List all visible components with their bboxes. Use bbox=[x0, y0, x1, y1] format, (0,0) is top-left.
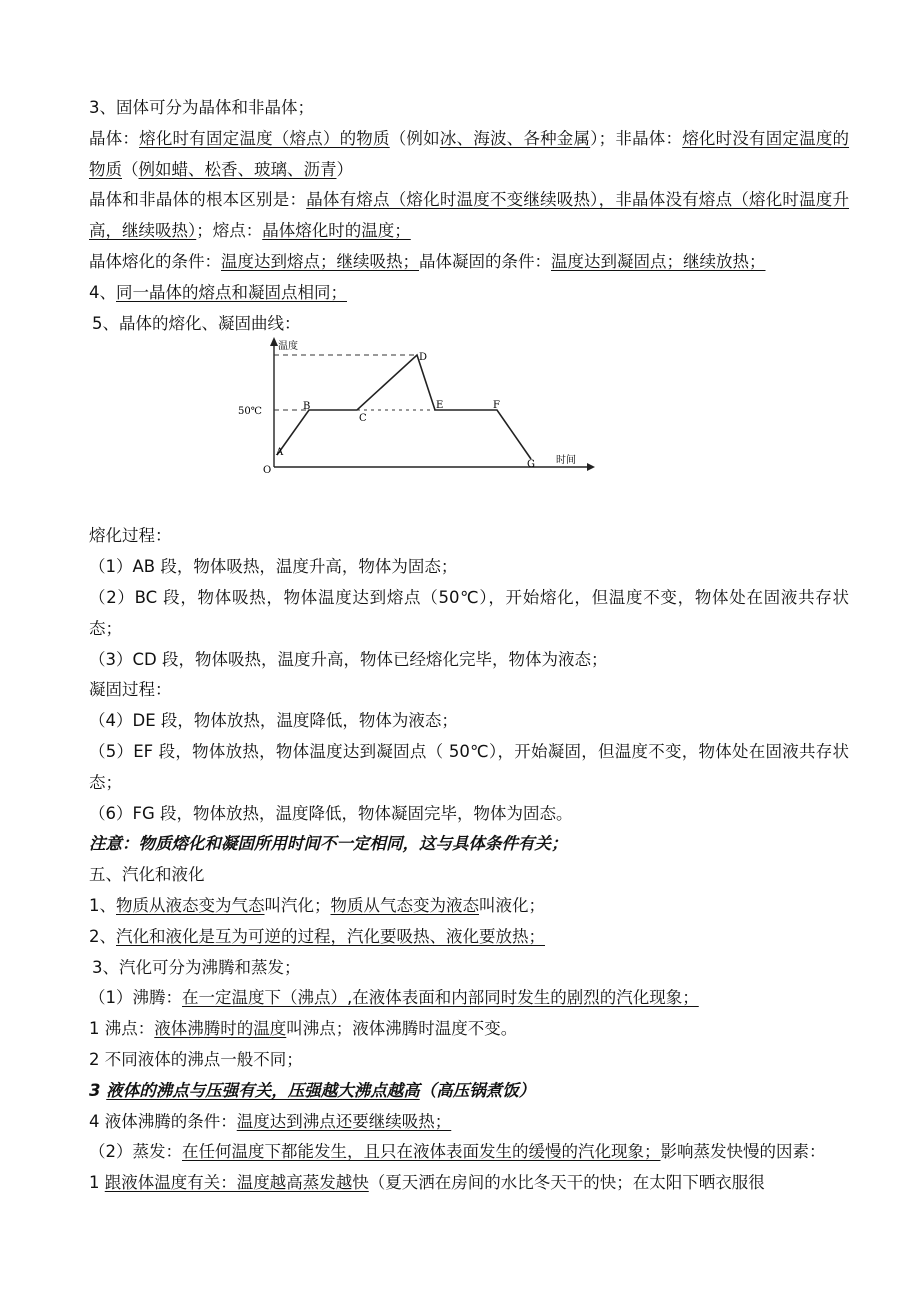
point-f-label: F bbox=[493, 400, 500, 412]
y-axis-label: 温度 bbox=[278, 341, 298, 353]
crystal-difference-paragraph: 晶体和非晶体的根本区别是：晶体有熔点（熔化时温度不变继续吸热），非晶体没有熔点（熔化时温度升高，继续吸热）；熔点：晶体熔化时的温度； bbox=[89, 190, 850, 241]
melting-process-title: 熔化过程： bbox=[89, 526, 172, 546]
point-b-label: B bbox=[303, 401, 311, 413]
vaporization-definition: 1、物质从液态变为气态叫汽化；物质从气态变为液态叫液化； bbox=[89, 895, 545, 915]
different-boiling-points-line: 2 不同液体的沸点一般不同； bbox=[89, 1049, 303, 1069]
evaporation-definition: （2）蒸发：在任何温度下都能发生，且只在液体表面发生的缓慢的汽化现象；影响蒸发快慢的因素： bbox=[89, 1142, 826, 1162]
temperature-label: 50℃ bbox=[238, 406, 262, 418]
process-section bbox=[89, 521, 849, 1199]
melting-conditions-line: 晶体熔化的条件：温度达到熔点；继续吸热；晶体凝固的条件：温度达到凝固点；继续放热； bbox=[89, 251, 766, 271]
note-line: 注意：物质熔化和凝固所用时间不一定相同，这与具体条件有关； bbox=[89, 834, 568, 854]
point-c-label: C bbox=[359, 413, 367, 425]
melting-point-line: 4、同一晶体的熔点和凝固点相同； bbox=[89, 282, 347, 302]
curve-heading: 5、晶体的熔化、凝固曲线： bbox=[92, 313, 301, 333]
solidifying-step-5: （5）EF 段，物体放热，物体温度达到凝固点（ 50℃），开始凝固，但温度不变，物体处在固液共存状态； bbox=[89, 741, 849, 792]
solidifying-process-title: 凝固过程： bbox=[89, 680, 172, 700]
point-e-label: E bbox=[436, 400, 444, 412]
x-axis-label: 时间 bbox=[556, 455, 576, 467]
vaporization-types-line: 3、汽化可分为沸腾和蒸发； bbox=[92, 957, 301, 977]
x-axis-arrow bbox=[587, 463, 595, 471]
reversible-process-line: 2、汽化和液化是互为可逆的过程，汽化要吸热、液化要放热； bbox=[89, 926, 545, 946]
boiling-point-line: 1 沸点：液体沸腾时的温度叫沸点；液体沸腾时温度不变。 bbox=[89, 1019, 518, 1039]
solid-classification-heading: 3、固体可分为晶体和非晶体； bbox=[89, 98, 314, 117]
point-g-label: G bbox=[527, 459, 535, 471]
vaporization-section-title: 五、汽化和液化 bbox=[89, 865, 205, 885]
melting-curve-graph bbox=[235, 333, 595, 483]
boiling-conditions-line: 4 液体沸腾的条件：温度达到沸点还要继续吸热； bbox=[89, 1111, 452, 1131]
pressure-boiling-line: 3 液体的沸点与压强有关，压强越大沸点越高（高压锅煮饭） bbox=[89, 1080, 536, 1100]
melting-step-3: （3）CD 段，物体吸热，温度升高，物体已经熔化完毕，物体为液态； bbox=[89, 649, 608, 669]
point-a-label: A bbox=[276, 447, 284, 459]
evaporation-factor-1: 1 跟液体温度有关：温度越高蒸发越快（夏天洒在房间的水比冬天干的快；在太阳下晒衣服很 bbox=[89, 1173, 765, 1193]
crystal-definition-paragraph: 晶体：熔化时有固定温度（熔点）的物质（例如冰、海波、各种金属）；非晶体：熔化时没有固定温度的物质（例如蜡、松香、玻璃、沥青） bbox=[89, 128, 850, 179]
melting-curve-figure bbox=[89, 339, 849, 529]
boiling-definition: （1）沸腾：在一定温度下（沸点）,在液体表面和内部同时发生的剧烈的汽化现象； bbox=[89, 988, 699, 1008]
point-d-label: D bbox=[419, 352, 428, 364]
origin-label: O bbox=[263, 465, 272, 477]
solidifying-step-6: （6）FG 段，物体放热，温度降低，物体凝固完毕，物体为固态。 bbox=[89, 803, 573, 823]
melting-step-2: （2）BC 段，物体吸热，物体温度达到熔点（50℃），开始熔化，但温度不变，物体处在固液共存状态； bbox=[89, 587, 849, 638]
solidifying-step-4: （4）DE 段，物体放热，温度降低，物体为液态； bbox=[89, 711, 458, 731]
y-axis-arrow bbox=[270, 337, 278, 346]
document-page bbox=[89, 93, 849, 1199]
melting-step-1: （1）AB 段，物体吸热，温度升高，物体为固态； bbox=[89, 557, 458, 577]
